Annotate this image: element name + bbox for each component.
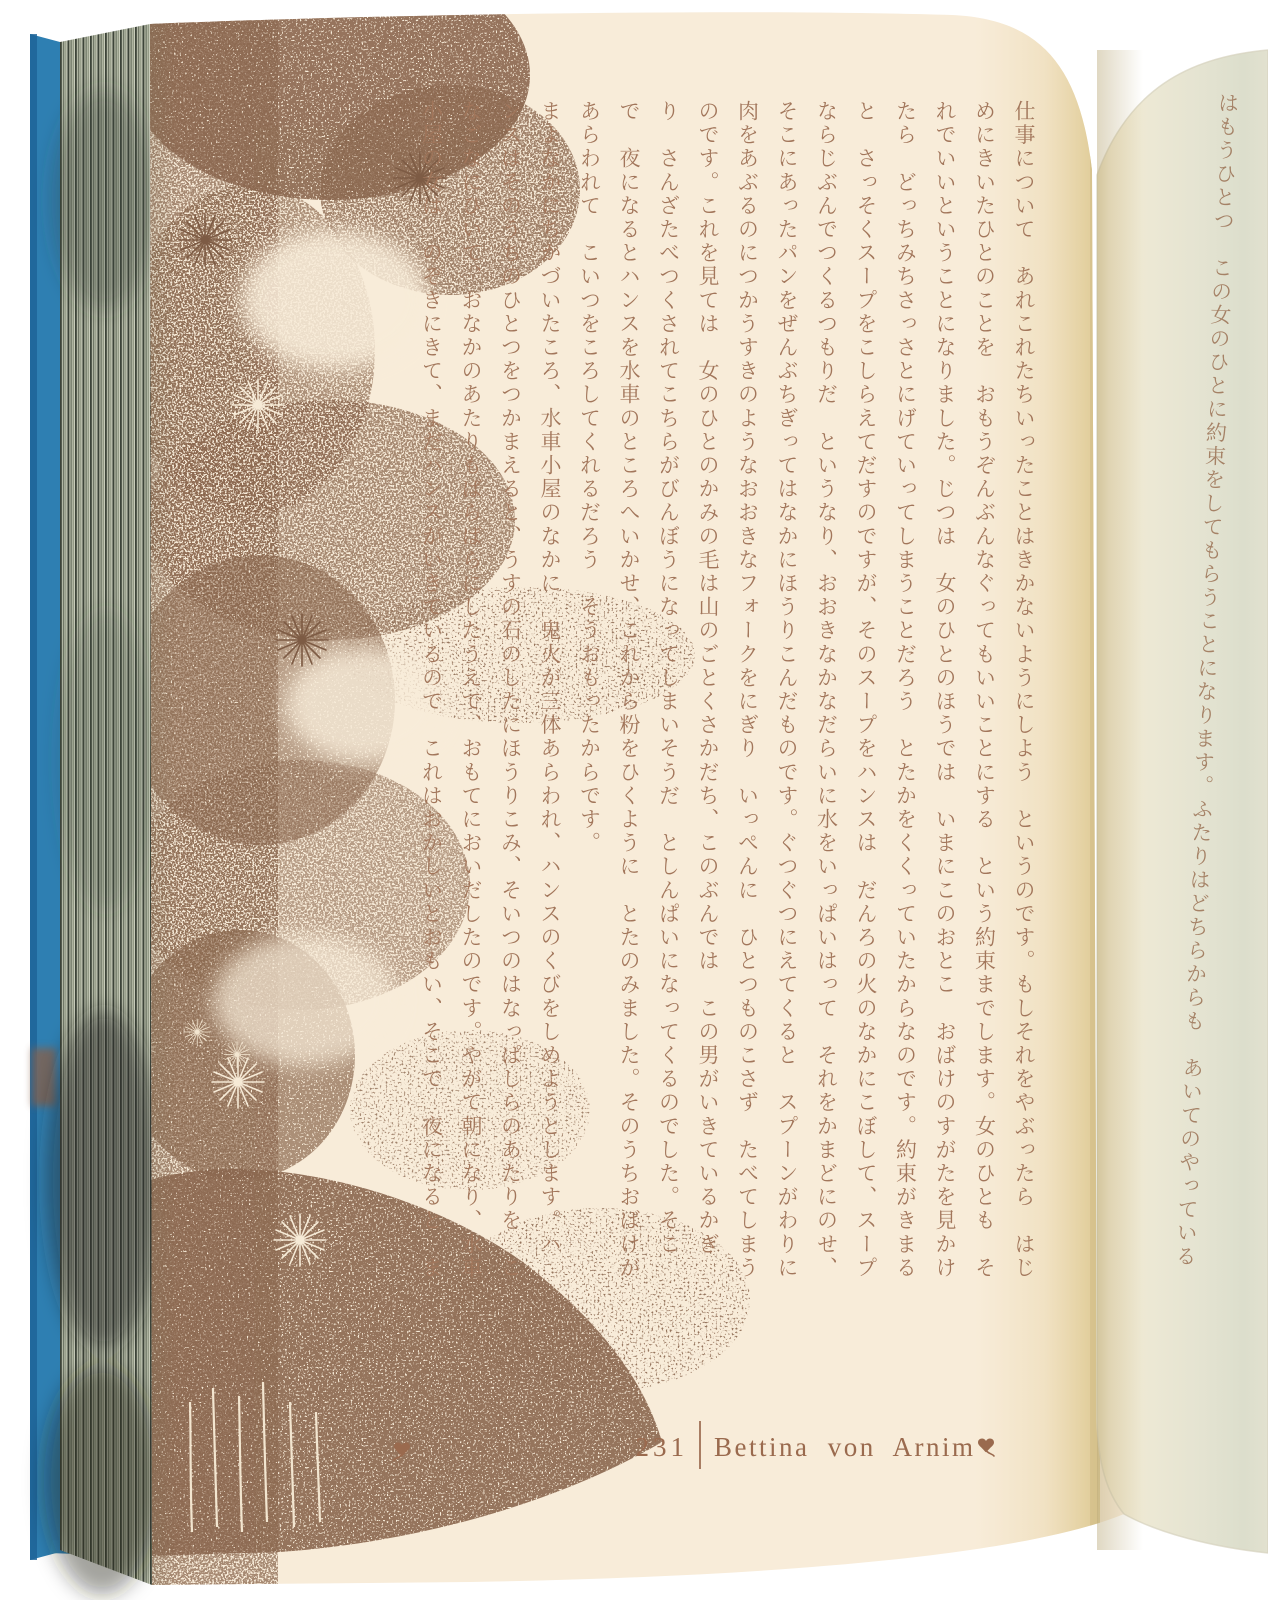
text-column: 仕事について あれこれたちいったことはきかないようにしよう というのです。もしそれをやぶったら はじ	[1012, 100, 1036, 1280]
text-column: 小屋の女は のぞきにきて、まだハンスがいきているので これはおかしいとおもい、そこで 夜になると ま	[419, 100, 444, 1280]
fleuron-right-icon	[974, 1434, 998, 1458]
text-column: で 夜になるとハンスを水車のところへいかせ、これから粉をひくように とたのみました。そのうちおばけが	[617, 100, 641, 1280]
page-number: 231	[635, 1432, 688, 1462]
fleuron-left-icon	[390, 1438, 414, 1462]
page-fore-edge	[44, 24, 162, 1595]
author-name: Bettina von Arnim	[714, 1432, 976, 1462]
text-column: り さんざたべつくされてこちらがびんぼうになってしまいそうだ としんぱいになってくるのでした。そこ	[656, 100, 681, 1257]
footer-divider	[699, 1421, 701, 1469]
text-column: なごなにひいて、おなかのあたりもばらばらにしたうえで、おもてにおいだしたのです。やがて朝になり、水車	[459, 100, 483, 1280]
text-column: ならじぶんでつくるつもりだ というなり、おおきなかなだらいに水をいっぱいはって それをかまどにのせ、	[814, 100, 839, 1280]
text-column: たら どっちみちさっさとにげていってしまうことだろう とたかをくくっていたからなのです。約束がきまる	[893, 100, 918, 1280]
text-column: めにきいたひとのことを おもうぞんぶんなぐってもいいことにする という約束までします。女のひとも そ	[972, 100, 997, 1280]
text-column: のです。これを見ては 女のひとのかみの毛は山のごとくさかだち、このぶんでは この男がいきているかぎ	[696, 100, 720, 1257]
right-page	[1097, 50, 1268, 1553]
text-column: と さっそくスープをこしらえてだすのですが、そのスープをハンスは だんろの火のなかにこぼして、スープ	[854, 100, 878, 1280]
text-column: 肉をあぶるのにつかうすきのようなおおきなフォークをにぎり いっぺんに ひとつものこさず たべてしまう	[735, 100, 760, 1280]
text-column: まよなかにちかづいたころ、水車小屋のなかに 鬼火が三体あらわれ、ハンスのくびをしめようとします。ハ	[538, 100, 562, 1257]
next-page-text-column: はもうひとつ この女のひとに約束をしてもらうことになります。ふたりはどちらからも あいてのやっている	[1172, 91, 1240, 1270]
text-column: ンスはそのうちのひとつをつかまえると、うすの石のしたにほうりこみ、そいつのはなっぱしらのあたりを こ	[498, 100, 523, 1280]
text-column: そこにあったパンをぜんぶちぎってはなかにほうりこんだものです。ぐつぐつにえてくると スプーンがわりに	[775, 100, 799, 1280]
text-column: あらわれて こいつをころしてくれるだろう そうおもったからです。	[577, 100, 602, 856]
text-column: れでいいということになりました。じつは 女のひとのほうでは いまにこのおとこ おばけのすがたを見かけ	[933, 100, 957, 1280]
